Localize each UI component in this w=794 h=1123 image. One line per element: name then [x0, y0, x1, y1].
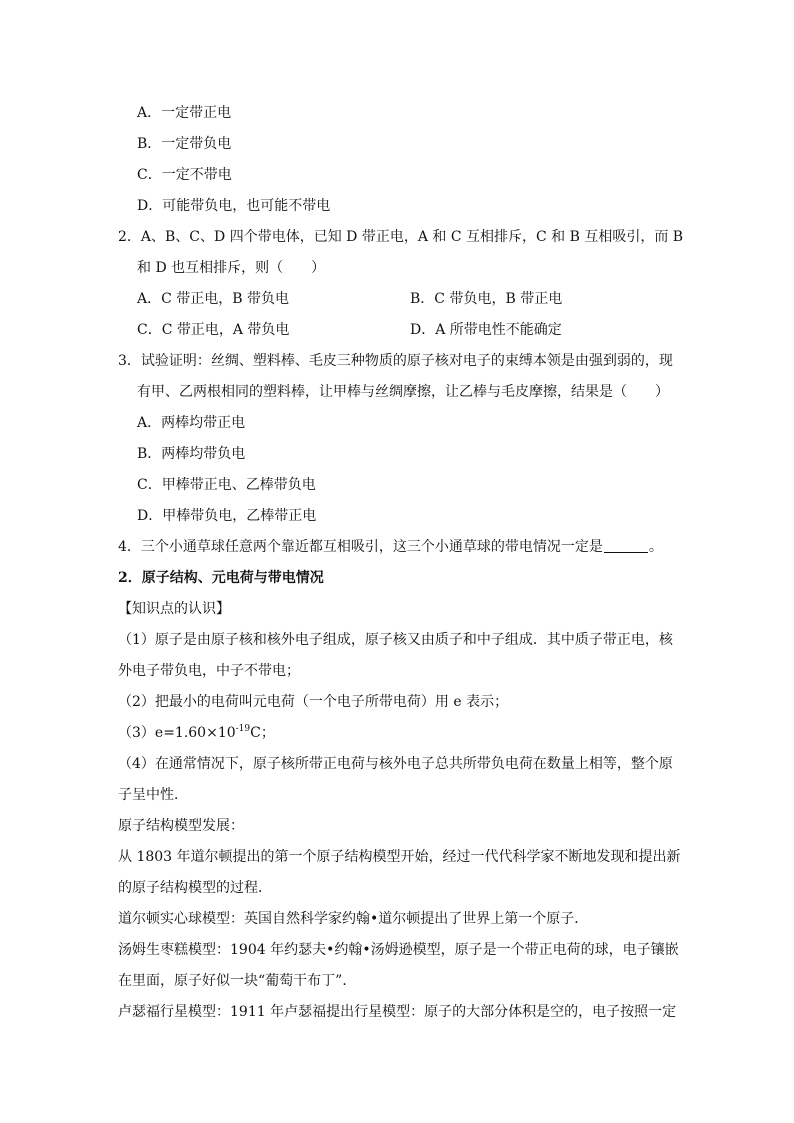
point-3-exponent: -19 — [235, 724, 251, 734]
q1-option-b: B．一定带负电 — [137, 136, 232, 152]
q1-option-c: C．一定不带电 — [137, 167, 232, 183]
thomson-model-line2: 在里面，原子好似一块“葡萄干布丁”． — [118, 973, 357, 989]
point-3-base: （3）e=1.60×10 — [118, 725, 236, 741]
q3-stem-line1: 3．试验证明：丝绸、塑料棒、毛皮三种物质的原子核对电子的束缚本领是由强到弱的，现 — [118, 353, 673, 369]
knowledge-title: 【知识点的认识】 — [118, 601, 230, 617]
point-1-line2: 外电子带负电，中子不带电； — [118, 663, 300, 679]
section-heading: 2．原子结构、元电荷与带电情况 — [118, 570, 324, 586]
q4-text: 4．三个小通草球任意两个靠近都互相吸引，这三个小通草球的带电情况一定是 — [118, 539, 603, 555]
development-line1: 从 1803 年道尔顿提出的第一个原子结构模型开始，经过一代代科学家不断地发现和提出新 — [118, 849, 681, 865]
q2-option-d: D．A 所带电性不能确定 — [410, 322, 562, 338]
point-4-line1: （4）在通常情况下，原子核所带正电荷与核外电子总共所带负电荷在数量上相等，整个原 — [118, 756, 673, 772]
development-line2: 的原子结构模型的过程． — [118, 880, 272, 896]
q3-option-d: D．甲棒带负电，乙棒带正电 — [137, 508, 317, 524]
thomson-model-line1: 汤姆生枣糕模型：1904 年约瑟夫•约翰•汤姆逊模型，原子是一个带正电荷的球，电子镶嵌 — [118, 942, 679, 958]
q3-option-a: A．两棒均带正电 — [137, 415, 246, 431]
dalton-model: 道尔顿实心球模型：英国自然科学家约翰•道尔顿提出了世界上第一个原子． — [118, 911, 589, 927]
q2-option-b: B．C 带负电，B 带正电 — [410, 291, 563, 307]
development-title: 原子结构模型发展： — [118, 818, 244, 834]
point-4-line2: 子呈中性． — [118, 787, 188, 803]
q1-option-d: D．可能带负电，也可能不带电 — [137, 198, 331, 214]
point-3 — [118, 723, 275, 743]
point-3-unit: C； — [250, 725, 275, 741]
q2-stem-line1: 2．A、B、C、D 四个带电体，已知 D 带正电，A 和 C 互相排斥，C 和 B 互相吸引，而 B — [118, 229, 684, 245]
q2-option-a: A．C 带正电，B 带负电 — [137, 291, 290, 307]
rutherford-model: 卢瑟福行星模型：1911 年卢瑟福提出行星模型：原子的大部分体积是空的，电子按照一定 — [118, 1004, 677, 1020]
q3-option-c: C．甲棒带正电、乙棒带负电 — [137, 477, 316, 493]
q2-stem-line2: 和 D 也互相排斥，则（ ） — [137, 260, 326, 276]
q1-option-a: A．一定带正电 — [137, 105, 232, 121]
q2-option-c: C．C 带正电，A 带负电 — [137, 322, 290, 338]
point-2: （2）把最小的电荷叫元电荷（一个电子所带电荷）用 e 表示； — [118, 694, 509, 710]
question-4 — [118, 537, 663, 557]
q3-stem-line2: 有甲、乙两根相同的塑料棒，让甲棒与丝绸摩擦，让乙棒与毛皮摩擦，结果是（ ） — [137, 384, 669, 400]
point-1-line1: （1）原子是由原子核和核外电子组成，原子核又由质子和中子组成．其中质子带正电，核 — [118, 632, 673, 648]
q4-answer-blank[interactable] — [604, 538, 648, 553]
q3-option-b: B．两棒均带负电 — [137, 446, 246, 462]
q4-end: 。 — [648, 539, 663, 555]
